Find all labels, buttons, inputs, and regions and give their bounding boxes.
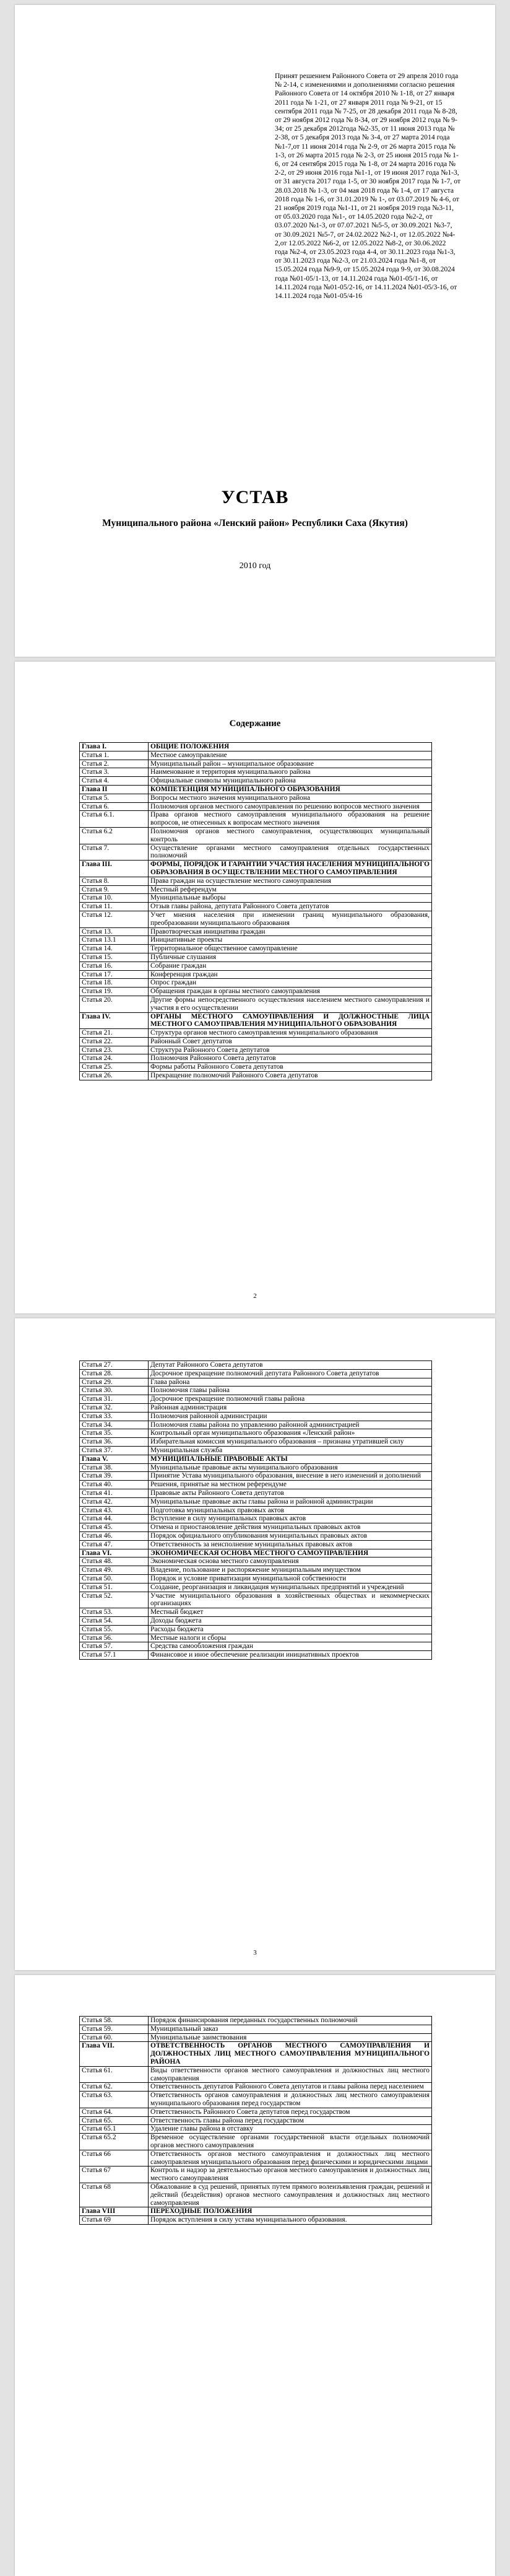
article-row [80, 1421, 432, 1429]
article-title: Финансовое и иное обеспечение реализации инициативных проектов [149, 1651, 432, 1660]
chapter-title: ОРГАНЫ МЕСТНОГО САМОУПРАВЛЕНИЯ И ДОЛЖНОСТНЫЕ ЛИЦА МЕСТНОГО САМОУПРАВЛЕНИЯ МУНИЦИПАЛЬНОГО ОБРАЗОВАНИЯ [149, 1012, 432, 1029]
article-title: Порядок и условие приватизации муниципальной собственности [149, 1574, 432, 1583]
article-row [80, 2108, 432, 2116]
article-title: Порядок официального опубликования муниципальных правовых актов [149, 1531, 432, 1540]
article-row [80, 1616, 432, 1625]
article-title: Местный бюджет [149, 1608, 432, 1617]
article-row [80, 2166, 432, 2183]
article-title: Порядок финансирования переданных государственных полномочий [149, 2017, 432, 2025]
article-title: Права органов местного самоуправления муниципального образования на решение вопросов, не отнесенных к вопросам местного значения [149, 811, 432, 828]
contents-page [15, 1975, 495, 2576]
article-number: Статья 45. [80, 1523, 149, 1532]
article-row [80, 1625, 432, 1634]
article-number: Статья 6.1. [80, 811, 149, 828]
article-row [80, 1029, 432, 1038]
article-number: Статья 63. [80, 2092, 149, 2108]
article-number: Статья 39. [80, 1472, 149, 1481]
article-title: Полномочия главы района [149, 1387, 432, 1395]
article-number: Статья 36. [80, 1438, 149, 1447]
article-number: Статья 56. [80, 1634, 149, 1642]
article-number: Статья 27. [80, 1361, 149, 1370]
article-title: Прекращение полномочий Районного Совета депутатов [149, 1072, 432, 1080]
article-row [80, 768, 432, 777]
chapter-number: Глава VI. [80, 1549, 149, 1557]
article-title: Учет мнения населения при изменении границ муниципального образования, преобразовании муниципального образования [149, 911, 432, 927]
article-row [80, 979, 432, 988]
charter-title: УСТАВ [221, 487, 289, 507]
article-title: Глава района [149, 1378, 432, 1387]
article-number: Статья 9. [80, 885, 149, 894]
chapter-row [80, 2207, 432, 2216]
article-number: Статья 43. [80, 1506, 149, 1515]
article-row [80, 996, 432, 1012]
chapter-title: ОТВЕТСТВЕННОСТЬ ОРГАНОВ МЕСТНОГО САМОУПРАВЛЕНИЯ И ДОЛЖНОСТНЫХ ЛИЦ МЕСТНОГО САМОУПРАВЛЕНИЯ МУНИЦИПАЛЬНОГО РАЙОНА [149, 2042, 432, 2066]
article-row [80, 988, 432, 996]
article-number: Статья 11. [80, 903, 149, 911]
contents-table [79, 1360, 432, 1660]
chapter-row [80, 785, 432, 794]
article-row [80, 1583, 432, 1592]
article-number: Статья 3. [80, 768, 149, 777]
page-number: 2 [253, 1292, 257, 1300]
chapter-title: КОМПЕТЕНЦИЯ МУНИЦИПАЛЬНОГО ОБРАЗОВАНИЯ [149, 785, 432, 794]
article-row [80, 2183, 432, 2207]
article-title: Муниципальные правовые акты главы района и районной администрации [149, 1497, 432, 1506]
article-title: Наименование и территория муниципального района [149, 768, 432, 777]
chapter-title: МУНИЦИПАЛЬНЫЕ ПРАВОВЫЕ АКТЫ [149, 1455, 432, 1463]
article-row [80, 1387, 432, 1395]
contents-heading: Содержание [229, 719, 281, 729]
article-row [80, 1642, 432, 1651]
article-number: Статья 53. [80, 1608, 149, 1617]
article-row [80, 2216, 432, 2225]
chapter-number: Глава VIII [80, 2207, 149, 2216]
article-number: Статья 13.1 [80, 936, 149, 945]
article-title: Районный Совет депутатов [149, 1037, 432, 1046]
article-number: Статья 50. [80, 1574, 149, 1583]
article-row [80, 1523, 432, 1532]
article-row [80, 1489, 432, 1497]
article-row [80, 2092, 432, 2108]
article-number: Статья 65. [80, 2116, 149, 2125]
article-number: Статья 16. [80, 962, 149, 970]
article-title: Владение, пользование и распоряжение муниципальным имуществом [149, 1566, 432, 1575]
article-title: Структура Районного Совета депутатов [149, 1046, 432, 1054]
article-row [80, 2025, 432, 2033]
article-number: Статья 22. [80, 1037, 149, 1046]
article-number: Статья 33. [80, 1412, 149, 1421]
chapter-title: ФОРМЫ, ПОРЯДОК И ГАРАНТИИ УЧАСТИЯ НАСЕЛЕНИЯ МУНИЦИПАЛЬНОГО ОБРАЗОВАНИЯ В ОСУЩЕСТВЛЕНИИ МЕСТНОГО САМОУПРАВЛЕНИЯ [149, 861, 432, 877]
article-row [80, 1481, 432, 1489]
article-number: Статья 68 [80, 2183, 149, 2207]
article-row [80, 953, 432, 962]
article-title: Расходы бюджета [149, 1625, 432, 1634]
article-row [80, 1515, 432, 1523]
charter-subtitle: Муниципального района «Ленский район» Республики Саха (Якутия) [102, 518, 408, 528]
article-number: Статья 47. [80, 1540, 149, 1549]
article-title: Ответственность за неисполнение муниципальных правовых актов [149, 1540, 432, 1549]
contents-table [79, 742, 432, 1080]
article-number: Статья 8. [80, 877, 149, 885]
article-number: Статья 31. [80, 1395, 149, 1404]
article-number: Статья 26. [80, 1072, 149, 1080]
article-number: Статья 6.2 [80, 827, 149, 844]
article-row [80, 1608, 432, 1617]
article-title: Правовые акты Районного Совета депутатов [149, 1489, 432, 1497]
chapter-row [80, 1012, 432, 1029]
article-number: Статья 4. [80, 777, 149, 786]
article-title: Местный референдум [149, 885, 432, 894]
article-number: Статья 6. [80, 802, 149, 811]
article-title: Ответственность главы района перед государством [149, 2116, 432, 2125]
article-title: Экономическая основа местного самоуправления [149, 1557, 432, 1566]
article-title: Формы работы Районного Совета депутатов [149, 1063, 432, 1072]
article-row [80, 1651, 432, 1660]
article-title: Ответственность органов местного самоуправления и должностных лиц местного самоуправления муниципального образования перед физическими и юридическими лицами [149, 2150, 432, 2166]
article-title: Инициативные проекты [149, 936, 432, 945]
article-title: Средства самообложения граждан [149, 1642, 432, 1651]
article-title: Удаление главы района в отставку [149, 2125, 432, 2134]
article-number: Статья 32. [80, 1403, 149, 1412]
article-row [80, 894, 432, 903]
article-row [80, 1054, 432, 1063]
chapter-number: Глава VII. [80, 2042, 149, 2066]
article-number: Статья 61. [80, 2066, 149, 2083]
article-number: Статья 66 [80, 2150, 149, 2166]
chapter-number: Глава IV. [80, 1012, 149, 1029]
article-row [80, 962, 432, 970]
article-title: Опрос граждан [149, 979, 432, 988]
article-number: Статья 37. [80, 1446, 149, 1455]
article-title: Виды ответственности органов местного самоуправления и должностных лиц местного самоуправления [149, 2066, 432, 2083]
article-title: Полномочия районной администрации [149, 1412, 432, 1421]
article-number: Статья 55. [80, 1625, 149, 1634]
article-number: Статья 5. [80, 794, 149, 802]
article-number: Статья 51. [80, 1583, 149, 1592]
article-number: Статья 64. [80, 2108, 149, 2116]
article-title: Временное осуществление органами государственной власти отдельных полномочий органов местного самоуправления [149, 2134, 432, 2150]
article-number: Статья 35. [80, 1429, 149, 1438]
article-title: Муниципальные заимствования [149, 2033, 432, 2042]
article-row [80, 2017, 432, 2025]
article-row [80, 945, 432, 953]
adoption-note: Принят решением Районного Совета от 29 апреля 2010 года № 2-14, с изменениями и дополнениями согласно решения Районного Совета от 14 октября 2010 № 1-18, от 27 января 2011 года № 1-21, от 27 января 2011 года № 9-21, от 15 сентября 2011 года № 7-25, от 28 декабря 2011 года № 8-28, от 29 ноября 2012 года № 8-34, от 29 ноября 2012 года № 9-34; от 25 декабря 2012года №2-35, от 11 июня 2013 года № 2-38, от 5 декабря 2013 года № 3-4, от 27 марта 2014 года №1-7,от 11 июня 2014 года № 2-9, от 26 марта 2015 года № 1-3, от 26 марта 2015 года № 2-3, от 25 июня 2015 года № 1-6, от 24 сентября 2015 года № 1-8, от 24 марта 2016 года № 2-2, от 29 июня 2016 года №1-1, от 19 июня 2017 года №1-3, от 31 августа 2017 года 1-5, от 30 ноября 2017 года № 1-7, от 28.03.2018 № 1-3, от 04 мая 2018 года № 1-4, от 17 августа 2018 года № 1-6, от 31.01.2019 № 1-, от 03.07.2019 № 4-6, от 21 ноября 2019 года №1-11, от 21 ноября 2019 года №3-11, от 05.03.2020 года №1-, от 14.05.2020 года №2-2, от 03.07.2020 №1-3, от 07.07.2021 №5-5, от 30.09.2021 №3-7, от 30.09.2021 №5-7, от 24.02.2022 №2-1, от 12.05.2022 №4-2,от 12.05.2022 №6-2, от 12.05.2022 №8-2, от 30.06.2022 года №2-4, от 23.05.2023 года 4-4, от 30.11.2023 года №1-3, от 30.11.2023 года №2-3, от 21.03.2024 года №1-8, от 15.05.2024 года №9-9, от 15.05.2024 года 9-9, от 30.08.2024 года №01-05/1-13, от 14.11.2024 года №01-05/1-16, от 14.11.2024 года №01-05/2-16, от 14.11.2024 №01-05/3-16, от 14.11.2024 года №01-05/4-16 [275, 72, 460, 300]
article-title: Обращения граждан в органы местного самоуправления [149, 988, 432, 996]
article-number: Статья 46. [80, 1531, 149, 1540]
article-title: Правотворческая инициатива граждан [149, 927, 432, 936]
article-row [80, 1472, 432, 1481]
article-number: Статья 13. [80, 927, 149, 936]
article-title: Решения, принятые на местном референдуме [149, 1481, 432, 1489]
article-row [80, 1369, 432, 1378]
article-number: Статья 15. [80, 953, 149, 962]
article-number: Статья 25. [80, 1063, 149, 1072]
article-row [80, 903, 432, 911]
article-row [80, 760, 432, 768]
article-title: Досрочное прекращение полномочий депутата Районного Совета депутатов [149, 1369, 432, 1378]
page-number: 3 [253, 1949, 257, 1956]
chapter-title: ПЕРЕХОДНЫЕ ПОЛОЖЕНИЯ [149, 2207, 432, 2216]
contents-page [15, 662, 495, 1313]
article-row [80, 2125, 432, 2134]
article-row [80, 2066, 432, 2083]
article-row [80, 2150, 432, 2166]
article-row [80, 1592, 432, 1608]
article-title: Ответственность Районного Совета депутатов перед государством [149, 2108, 432, 2116]
article-row [80, 1037, 432, 1046]
chapter-number: Глава III. [80, 861, 149, 877]
article-number: Статья 24. [80, 1054, 149, 1063]
article-row [80, 811, 432, 828]
article-title: Полномочия органов местного самоуправления по решению вопросов местного значения [149, 802, 432, 811]
article-number: Статья 62. [80, 2083, 149, 2092]
article-title: Конференция граждан [149, 970, 432, 979]
article-row [80, 1574, 432, 1583]
article-row [80, 1497, 432, 1506]
article-number: Статья 38. [80, 1463, 149, 1472]
article-number: Статья 28. [80, 1369, 149, 1378]
article-row [80, 936, 432, 945]
article-title: Территориальное общественное самоуправление [149, 945, 432, 953]
article-row [80, 877, 432, 885]
article-title: Подготовка муниципальных правовых актов [149, 1506, 432, 1515]
charter-year: 2010 год [239, 561, 271, 571]
article-number: Статья 65.1 [80, 2125, 149, 2134]
article-title: Вопросы местного значения муниципального района [149, 794, 432, 802]
article-title: Досрочное прекращение полномочий главы района [149, 1395, 432, 1404]
article-title: Другие формы непосредственного осуществления населением местного самоуправления и участия в его осуществлении [149, 996, 432, 1012]
article-title: Вступление в силу муниципальных правовых актов [149, 1515, 432, 1523]
contents-table [79, 2016, 432, 2225]
article-number: Статья 57.1 [80, 1651, 149, 1660]
chapter-row [80, 1549, 432, 1557]
article-number: Статья 59. [80, 2025, 149, 2033]
article-row [80, 970, 432, 979]
article-row [80, 927, 432, 936]
chapter-number: Глава I. [80, 743, 149, 751]
article-number: Статья 69 [80, 2216, 149, 2225]
article-row [80, 2083, 432, 2092]
article-title: Контроль и надзор за деятельностью органов местного самоуправления и должностных лиц местного самоуправления [149, 2166, 432, 2183]
article-row [80, 2116, 432, 2125]
article-number: Статья 10. [80, 894, 149, 903]
article-row [80, 1463, 432, 1472]
article-row [80, 1412, 432, 1421]
article-number: Статья 65.2 [80, 2134, 149, 2150]
article-row [80, 1072, 432, 1080]
article-row [80, 1446, 432, 1455]
article-title: Муниципальный район – муниципальное образование [149, 760, 432, 768]
article-title: Собрание граждан [149, 962, 432, 970]
article-row [80, 885, 432, 894]
article-title: Отзыв главы района, депутата Районного Совета депутатов [149, 903, 432, 911]
article-number: Статья 2. [80, 760, 149, 768]
article-title: Публичные слушания [149, 953, 432, 962]
article-number: Статья 21. [80, 1029, 149, 1038]
article-number: Статья 48. [80, 1557, 149, 1566]
article-title: Ответственность депутатов Районного Совета депутатов и главы района перед населением [149, 2083, 432, 2092]
article-row [80, 1634, 432, 1642]
article-row [80, 2134, 432, 2150]
article-title: Контрольный орган муниципального образования «Ленский район» [149, 1429, 432, 1438]
article-title: Участие муниципального образования в хозяйственных обществах и некоммерческих организациях [149, 1592, 432, 1608]
article-title: Избирательная комиссия муниципального образования – признана утратившей силу [149, 1438, 432, 1447]
article-row [80, 1378, 432, 1387]
article-title: Муниципальный заказ [149, 2025, 432, 2033]
article-number: Статья 7. [80, 844, 149, 861]
article-number: Статья 14. [80, 945, 149, 953]
article-number: Статья 41. [80, 1489, 149, 1497]
article-number: Статья 34. [80, 1421, 149, 1429]
article-number: Статья 44. [80, 1515, 149, 1523]
article-number: Статья 67 [80, 2166, 149, 2183]
article-title: Создание, реорганизация и ликвидация муниципальных предприятий и учреждений [149, 1583, 432, 1592]
article-title: Районная администрация [149, 1403, 432, 1412]
chapter-title: ЭКОНОМИЧЕСКАЯ ОСНОВА МЕСТНОГО САМОУПРАВЛЕНИЯ [149, 1549, 432, 1557]
contents-page [15, 1318, 495, 1970]
article-row [80, 1046, 432, 1054]
article-number: Статья 60. [80, 2033, 149, 2042]
chapter-row [80, 861, 432, 877]
article-number: Статья 23. [80, 1046, 149, 1054]
article-title: Ответственность органов самоуправления и должностных лиц местного самоуправления муниципального образования перед государством [149, 2092, 432, 2108]
article-number: Статья 40. [80, 1481, 149, 1489]
article-number: Статья 30. [80, 1387, 149, 1395]
article-title: Муниципальная служба [149, 1446, 432, 1455]
article-title: Структура органов местного самоуправления муниципального образования [149, 1029, 432, 1038]
article-title: Отмена и приостановление действия муниципальных правовых актов [149, 1523, 432, 1532]
article-number: Статья 1. [80, 751, 149, 760]
article-title: Принятие Устава муниципального образования, внесение в него изменений и дополнений [149, 1472, 432, 1481]
article-row [80, 1566, 432, 1575]
article-row [80, 1506, 432, 1515]
article-row [80, 1403, 432, 1412]
article-title: Осуществление органами местного самоуправления отдельных государственных полномочий [149, 844, 432, 861]
article-row [80, 751, 432, 760]
article-number: Статья 18. [80, 979, 149, 988]
chapter-title: ОБЩИЕ ПОЛОЖЕНИЯ [149, 743, 432, 751]
title-page [15, 5, 495, 657]
article-title: Муниципальные выборы [149, 894, 432, 903]
chapter-row [80, 1455, 432, 1463]
article-title: Муниципальные правовые акты муниципального образования [149, 1463, 432, 1472]
article-title: Полномочия Районного Совета депутатов [149, 1054, 432, 1063]
article-row [80, 911, 432, 927]
article-title: Доходы бюджета [149, 1616, 432, 1625]
article-row [80, 802, 432, 811]
article-number: Статья 58. [80, 2017, 149, 2025]
article-number: Статья 19. [80, 988, 149, 996]
article-number: Статья 57. [80, 1642, 149, 1651]
article-row [80, 1438, 432, 1447]
article-number: Статья 29. [80, 1378, 149, 1387]
article-row [80, 794, 432, 802]
article-row [80, 844, 432, 861]
article-title: Порядок вступления в силу устава муниципального образования. [149, 2216, 432, 2225]
article-title: Депутат Районного Совета депутатов [149, 1361, 432, 1370]
article-row [80, 1429, 432, 1438]
article-number: Статья 20. [80, 996, 149, 1012]
chapter-row [80, 2042, 432, 2066]
article-number: Статья 17. [80, 970, 149, 979]
article-title: Местное самоуправление [149, 751, 432, 760]
article-row [80, 827, 432, 844]
article-title: Местные налоги и сборы [149, 1634, 432, 1642]
article-number: Статья 49. [80, 1566, 149, 1575]
article-title: Полномочия органов местного самоуправления, осуществляющих муниципальный контроль [149, 827, 432, 844]
article-row [80, 1540, 432, 1549]
article-row [80, 1557, 432, 1566]
article-row [80, 777, 432, 786]
article-title: Права граждан на осуществление местного самоуправления [149, 877, 432, 885]
article-row [80, 2033, 432, 2042]
article-number: Статья 12. [80, 911, 149, 927]
chapter-number: Глава II [80, 785, 149, 794]
article-number: Статья 54. [80, 1616, 149, 1625]
article-row [80, 1395, 432, 1404]
article-row [80, 1063, 432, 1072]
article-row [80, 1361, 432, 1370]
article-number: Статья 52. [80, 1592, 149, 1608]
article-row [80, 1531, 432, 1540]
chapter-row [80, 743, 432, 751]
article-number: Статья 42. [80, 1497, 149, 1506]
article-title: Обжалование в суд решений, принятых путем прямого волеизъявления граждан, решений и действий (бездействия) органов местного самоуправления и должностных лиц местного самоуправления [149, 2183, 432, 2207]
chapter-number: Глава V. [80, 1455, 149, 1463]
article-title: Официальные символы муниципального района [149, 777, 432, 786]
article-title: Полномочия главы района по управлению районной администрацией [149, 1421, 432, 1429]
